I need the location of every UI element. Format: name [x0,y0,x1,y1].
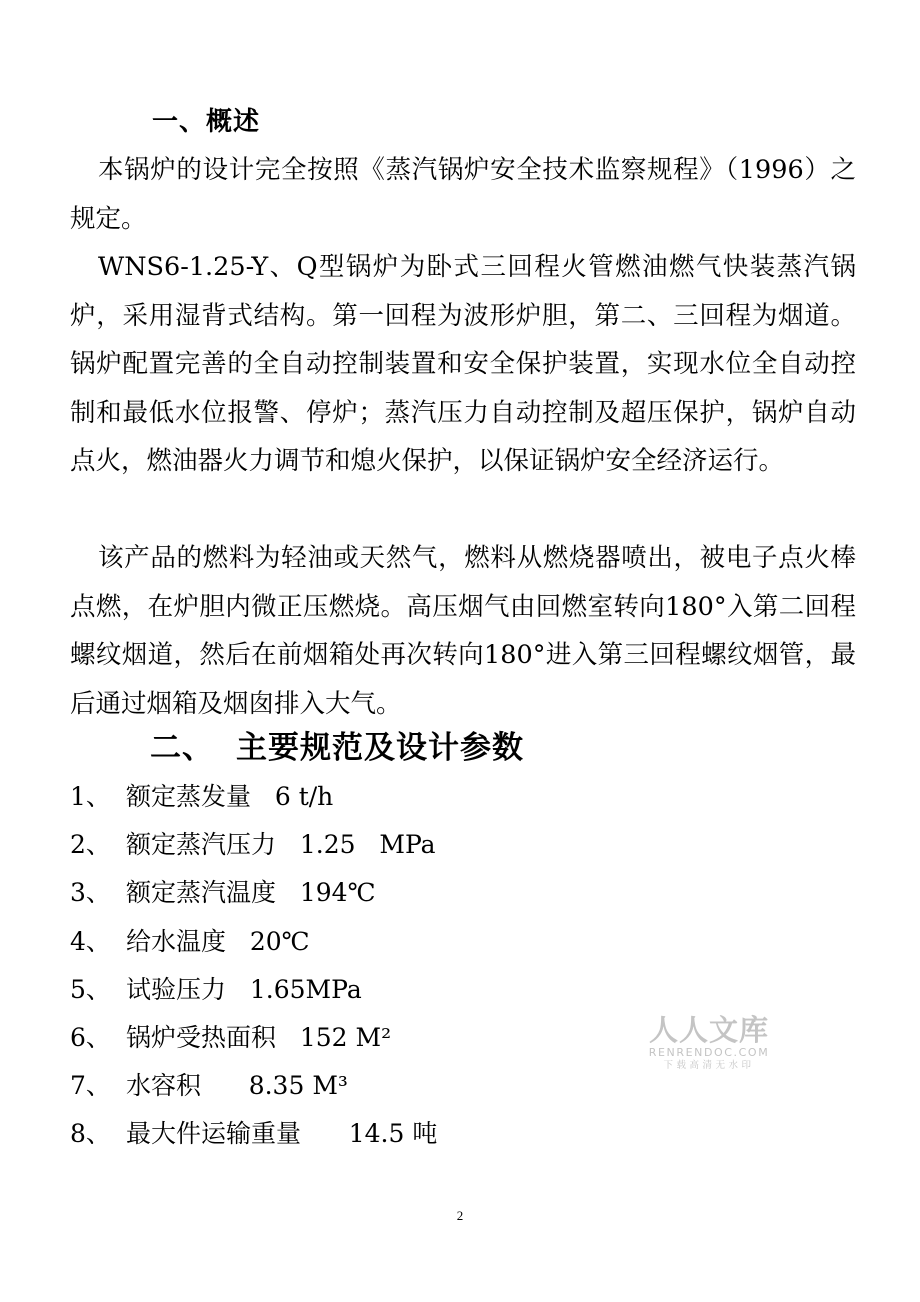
spec-item [70,918,437,966]
spec-label: 最大件运输重量 [126,1119,302,1149]
watermark [646,1014,772,1073]
spec-label: 试验压力 [126,974,227,1004]
section-heading-number: 二、 [150,730,214,766]
watermark-domain: RENRENDOC.COM [648,1046,770,1059]
spec-value: 1.65MPa [249,974,362,1004]
spec-label: 水容积 [126,1071,202,1101]
spec-label: 额定蒸汽压力 [126,830,277,860]
spec-number: 3、 [70,878,111,908]
spec-label: 给水温度 [126,926,227,956]
spec-number: 4、 [70,926,111,956]
section-heading-text: 主要规范及设计参数 [236,730,524,766]
section-heading-overview: 一、概述 [152,107,261,137]
spec-value: 14.5 吨 [348,1119,438,1149]
spec-number: 1、 [70,782,111,811]
spec-number: 5、 [70,974,111,1004]
paragraph-fuel-flow: 该产品的燃料为轻油或天然气，燃料从燃烧器喷出，被电子点火棒点燃，在炉胆内微正压燃烧。高压烟气由回燃室转向180°入第二回程螺纹烟道，然后在前烟箱处再次转向180°进入第三回程螺纹烟管，最后通过烟箱及烟囱排入大气。 [70,543,856,719]
spec-number: 6、 [70,1022,111,1052]
watermark-logo: 人人文库 [648,1013,769,1047]
spec-list [70,773,437,1159]
spec-value: 6 t/h [274,782,334,811]
section-heading-specs [150,724,524,772]
spec-value: 8.35 M³ [248,1071,348,1101]
spec-label: 额定蒸发量 [126,782,252,811]
spec-item [70,1062,437,1110]
spec-value: 1.25 MPa [299,830,436,860]
spec-number: 8、 [70,1119,111,1149]
spec-item [70,821,437,869]
spec-item [70,966,437,1014]
spec-number: 2、 [70,830,111,860]
spec-label: 锅炉受热面积 [126,1022,277,1052]
paragraph-standard: 本锅炉的设计完全按照《蒸汽锅炉安全技术监察规程》（1996）之规定。 [70,155,856,234]
paragraph-boiler-description: WNS6-1.25-Y、Q型锅炉为卧式三回程火管燃油燃气快装蒸汽锅炉，采用湿背式结构。第一回程为波形炉胆，第二、三回程为烟道。锅炉配置完善的全自动控制装置和安全保护装置，实现水位全自动控制和最低水位报警、停炉；蒸汽压力自动控制及超压保护，锅炉自动点火，燃油器火力调节和熄火保护，以保证锅炉安全经济运行。 [70,252,856,476]
spec-number: 7、 [70,1071,111,1101]
spec-item [70,1110,437,1158]
spec-value: 20℃ [249,926,310,956]
watermark-tagline: 下载高清无水印 [663,1060,755,1071]
spec-item [70,869,437,917]
spec-item [70,773,437,821]
page-number: 2 [456,1208,464,1223]
spec-item [70,1014,437,1062]
spec-label: 额定蒸汽温度 [126,878,277,908]
spec-value: 152 M² [299,1022,392,1052]
spec-value: 194℃ [299,878,376,908]
